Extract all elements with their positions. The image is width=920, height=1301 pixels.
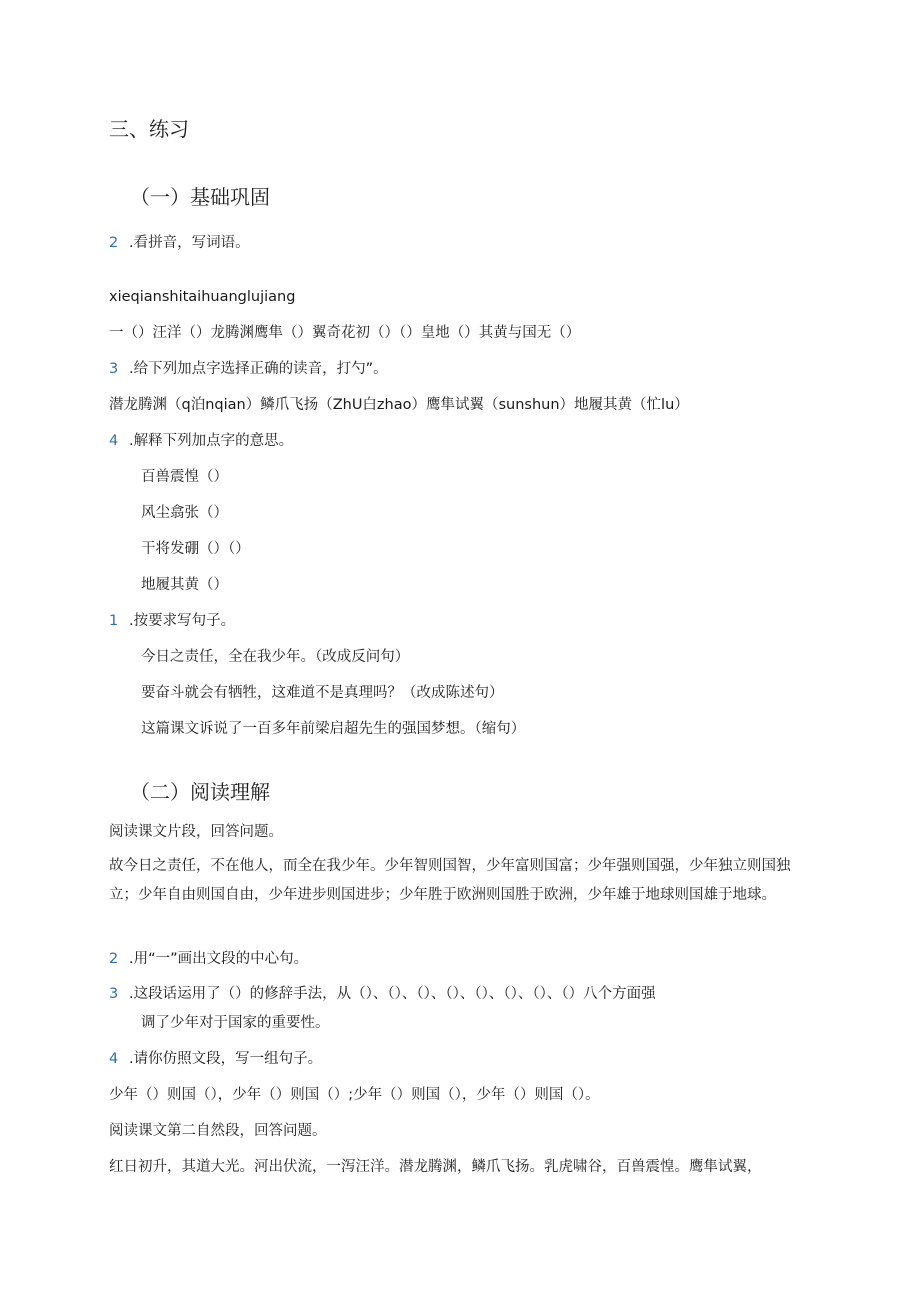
question-text: .解释下列加点字的意思。 <box>129 433 294 449</box>
question-3b <box>109 980 809 1038</box>
passage-line: 红日初升，其道大光。河出伏流，一泻汪洋。潜龙腾渊，鳞爪飞扬。乳虎啸谷，百兽震惶。鹰隼试翼， <box>109 1159 762 1175</box>
definition-item: 地履其黄（） <box>141 577 228 593</box>
pinyin-line: xieqianshitaihuanglujiang <box>109 289 296 305</box>
question-number: 3 <box>109 986 119 1002</box>
sentence-item: 今日之责任，全在我少年。（改成反问句） <box>141 649 410 665</box>
reading-intro: 阅读课文片段，回答问题。 <box>109 824 283 840</box>
question-number: 1 <box>109 613 119 629</box>
section-title: 三、练习 <box>109 117 189 141</box>
imitation-line: 少年（）则国（），少年（）则国（）;少年（）则国（），少年（）则国（）。 <box>109 1087 600 1103</box>
sentence-item: 要奋斗就会有牺牲，这难道不是真理吗？（改成陈述句） <box>141 685 504 701</box>
pronunciation-line: 潜龙腾渊（q泊nqian）鳞爪飞扬（ZhU白zhao）鹰隼试翼（sunshun）地履其黄（忙lu） <box>109 397 689 413</box>
question-number: 2 <box>109 235 119 251</box>
question-text-continued: 调了少年对于国家的重要性。 <box>141 1015 330 1031</box>
definition-item: 干将发硼（）（） <box>141 541 250 557</box>
question-text: .按要求写句子。 <box>129 613 236 629</box>
part2-heading: （二）阅读理解 <box>130 780 270 804</box>
question-1 <box>109 611 235 631</box>
question-text: .这段话运用了（）的修辞手法，从（）、（）、（）、（）、（）、（）、（）、（）八个方面强 <box>129 986 656 1002</box>
question-number: 4 <box>109 433 119 449</box>
part1-heading: （一）基础巩固 <box>130 185 270 209</box>
question-2 <box>109 233 250 253</box>
reading-intro-2: 阅读课文第二自然段，回答问题。 <box>109 1123 327 1139</box>
question-3 <box>109 359 388 379</box>
question-number: 2 <box>109 951 119 967</box>
question-4b <box>109 1049 322 1069</box>
question-text: .给下列加点字选择正确的读音，打勺”。 <box>129 361 388 377</box>
sentence-item: 这篇课文诉说了一百多年前梁启超先生的强国梦想。（缩句） <box>141 721 526 737</box>
question-text: .用“一”画出文段的中心句。 <box>129 951 309 967</box>
definition-item: 百兽震惶（） <box>141 469 228 485</box>
question-2b <box>109 949 308 969</box>
blanks-line: 一（）汪洋（）龙腾渊鹰隼（）翼奇花初（）（）皇地（）其黄与国无（） <box>109 325 581 341</box>
question-4 <box>109 431 293 451</box>
definition-item: 风尘翕张（） <box>141 505 228 521</box>
question-text: .请你仿照文段，写一组句子。 <box>129 1051 323 1067</box>
reading-passage: 故今日之责任，不在他人，而全在我少年。少年智则国智，少年富则国富；少年强则国强，少年独立则国独立；少年自由则国自由，少年进步则国进步；少年胜于欧洲则国胜于欧洲，少年雄于地球则国雄于地球。 <box>109 858 791 903</box>
question-number: 3 <box>109 361 119 377</box>
question-text: .看拼音，写词语。 <box>129 235 250 251</box>
question-number: 4 <box>109 1051 119 1067</box>
